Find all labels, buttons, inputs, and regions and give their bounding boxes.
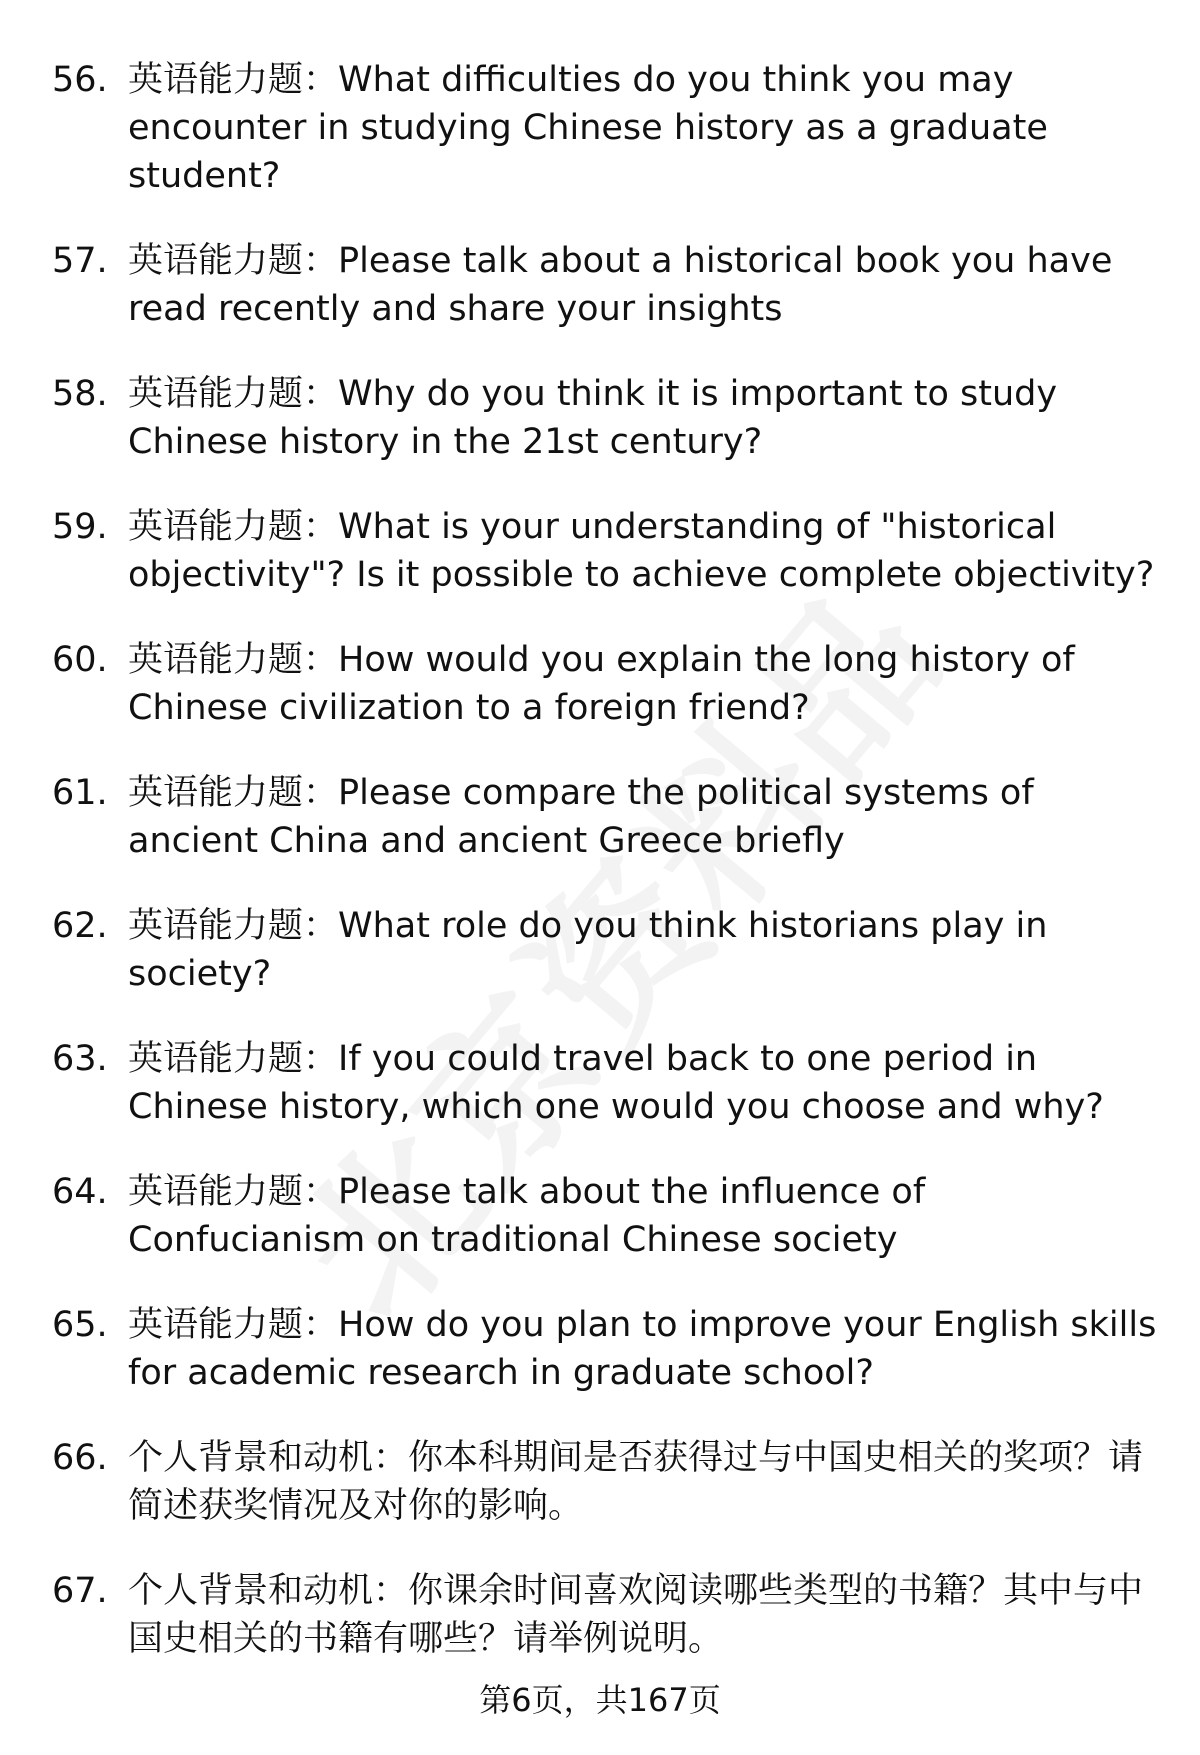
question-text: 英语能力题：Please compare the political systems of ancient China and ancient Greece briefly (128, 773, 1034, 861)
question-text: 英语能力题：If you could travel back to one period in Chinese history, which one would you choose and why? (128, 1039, 1104, 1127)
question-item (0, 1567, 1200, 1663)
question-text: 英语能力题：Why do you think it is important to study Chinese history in the 21st century? (128, 374, 1058, 462)
question-number: 63. (52, 1039, 108, 1079)
question-text: 英语能力题：How do you plan to improve your English skills for academic research in graduate school? (128, 1305, 1157, 1393)
question-text: 英语能力题：Please talk about the influence of Confucianism on traditional Chinese society (128, 1172, 926, 1260)
question-text: 英语能力题：What difficulties do you think you may encounter in studying Chinese history as a graduate student? (128, 60, 1048, 196)
question-item (0, 1168, 1200, 1264)
question-number: 60. (52, 640, 108, 680)
question-item (0, 636, 1200, 732)
question-number: 64. (52, 1172, 108, 1212)
question-number: 65. (52, 1305, 108, 1345)
question-item (0, 503, 1200, 599)
question-item (0, 1301, 1200, 1397)
question-number: 59. (52, 507, 108, 547)
question-number: 67. (52, 1571, 108, 1611)
question-number: 56. (52, 60, 108, 100)
question-number: 57. (52, 241, 108, 281)
question-number: 58. (52, 374, 108, 414)
page-footer: 第6页，共167页 (479, 1681, 721, 1719)
question-item (0, 237, 1200, 333)
question-text: 英语能力题：How would you explain the long history of Chinese civilization to a foreign friend? (128, 640, 1075, 728)
question-number: 66. (52, 1438, 108, 1478)
question-text: 英语能力题：What is your understanding of "historical objectivity"? Is it possible to achieve complete objectivity? (128, 507, 1155, 595)
question-item (0, 370, 1200, 466)
question-text: 个人背景和动机：你本科期间是否获得过与中国史相关的奖项？请简述获奖情况及对你的影响。 (128, 1438, 1144, 1526)
question-text: 个人背景和动机：你课余时间喜欢阅读哪些类型的书籍？其中与中国史相关的书籍有哪些？请举例说明。 (128, 1571, 1144, 1659)
question-list (0, 56, 1200, 1700)
question-item (0, 56, 1200, 200)
question-text: 英语能力题：Please talk about a historical book you have read recently and share your insights (128, 241, 1113, 329)
question-item (0, 769, 1200, 865)
question-item (0, 1434, 1200, 1530)
question-number: 62. (52, 906, 108, 946)
question-item (0, 902, 1200, 998)
question-text: 英语能力题：What role do you think historians play in society? (128, 906, 1048, 994)
question-item (0, 1035, 1200, 1131)
question-number: 61. (52, 773, 108, 813)
